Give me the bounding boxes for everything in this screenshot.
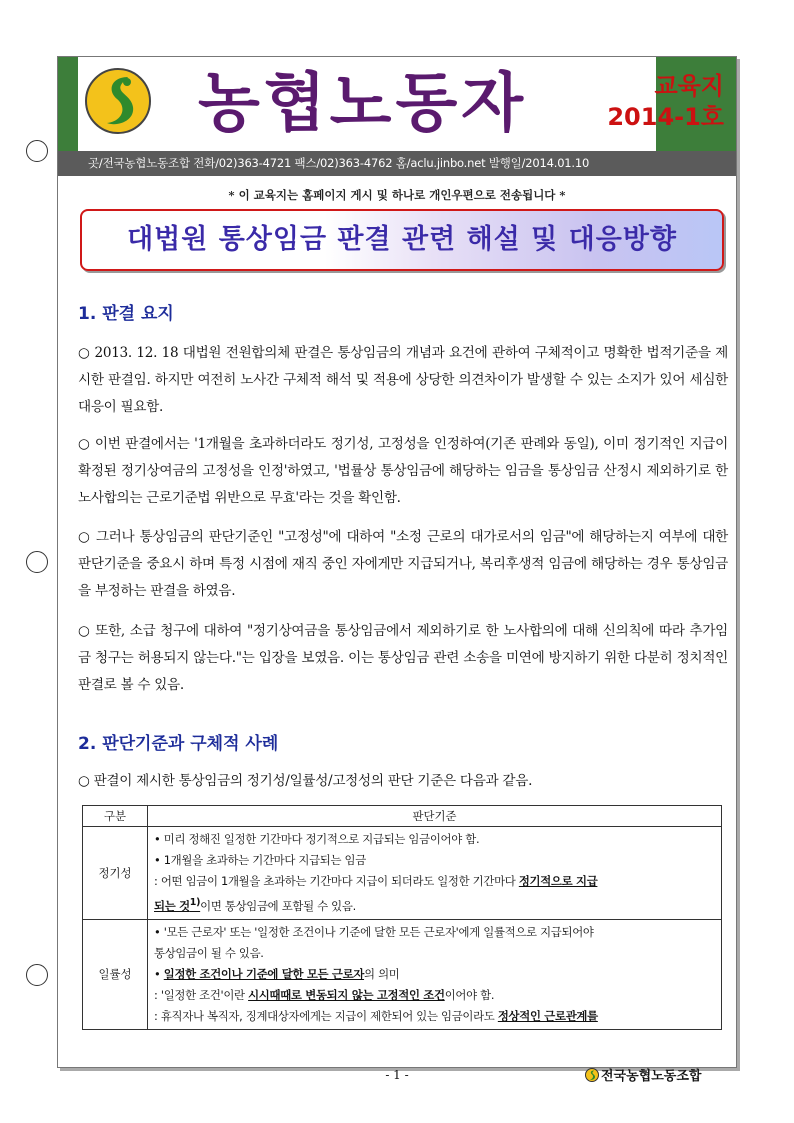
union-logo-icon bbox=[83, 65, 153, 137]
emphasis-text bbox=[154, 899, 200, 913]
criteria-line: • 1개월을 초과하는 기간마다 지급되는 임금 bbox=[154, 853, 366, 867]
row-criteria bbox=[148, 919, 722, 1029]
criteria-line: 통상임금이 될 수 있음. bbox=[154, 945, 264, 960]
header-criteria: 판단기준 bbox=[148, 806, 722, 827]
criteria-text: • bbox=[154, 966, 164, 981]
section-1-title: 1. 판결 요지 bbox=[78, 304, 174, 324]
table-row bbox=[83, 919, 722, 1029]
criteria-line bbox=[154, 871, 715, 892]
masthead-title: 농협노동자 bbox=[198, 67, 528, 141]
emphasis-text: 정상적인 근로관계를 bbox=[497, 1008, 598, 1023]
table-intro: ○ 판결이 제시한 통상임금의 정기성/일률성/고정성의 판단 기준은 다음과 같음. bbox=[78, 773, 533, 789]
contact-bar bbox=[58, 151, 736, 176]
section-2-title: 2. 판단기준과 구체적 사례 bbox=[78, 734, 279, 754]
paragraph-3: ○ 그러나 통상임금의 판단기준인 "고정성"에 대하여 "소정 근로의 대가로서의 임금"에 해당하는지 여부에 대한 판단기준을 중요시 하며 특정 시점에 재직 중인 자에게만 지급되거나, 복리후생적 임금에 해당하는 경우 통상임금을 부정하는 판결을 하였음. bbox=[78, 529, 728, 599]
newsletter-page bbox=[57, 56, 737, 1068]
table-row bbox=[83, 827, 722, 920]
criteria-line bbox=[154, 964, 715, 985]
punch-hole-bottom bbox=[26, 964, 48, 986]
punch-hole-top bbox=[26, 140, 48, 162]
criteria-line bbox=[154, 892, 715, 917]
criteria-text: : 휴직자나 복직자, 징계대상자에게는 지급이 제한되어 있는 임금이라도 bbox=[154, 1008, 498, 1023]
emphasis-text: 시시때때로 변동되지 않는 고정적인 조건 bbox=[248, 987, 445, 1002]
criteria-line: • '모든 근로자' 또는 '일정한 조건이나 기준에 달한 모든 근로자'에게 일률적으로 지급되어야 bbox=[154, 924, 594, 939]
emphasis-text: 일정한 조건이나 기준에 달한 모든 근로자 bbox=[163, 966, 365, 981]
header-category: 구분 bbox=[83, 806, 148, 827]
headline-box bbox=[80, 209, 724, 271]
row-criteria bbox=[148, 827, 722, 920]
criteria-line: • 미리 정해진 일정한 기간마다 정기적으로 지급되는 임금이어야 함. bbox=[154, 832, 480, 846]
criteria-text: 의 의미 bbox=[364, 966, 400, 981]
paragraph-1: ○ 2013. 12. 18 대법원 전원합의체 판결은 통상임금의 개념과 요건에 관하여 구체적이고 명확한 법적기준을 제시한 판결임. 하지만 여전히 노사간 구체적 해석 및 적용에 상당한 의견차이가 발생할 수 있는 소지가 있어 세심한 대응이 필요함. bbox=[78, 345, 728, 415]
paragraph-4: ○ 또한, 소급 청구에 대하여 "정기상여금을 통상임금에서 제외하기로 한 노사합의에 대해 신의칙에 따라 추가임금 청구는 허용되지 않는다."는 입장을 보였음. 이는 통상임금 관련 소송을 미연에 방지하기 위한 다분히 정치적인 판결로 볼 수 있음. bbox=[78, 623, 728, 693]
contact-info: 곳/전국농협노동조합 전화/02)363-4721 팩스/02)363-4762 홈/aclu.jinbo.net 발행일/2014.01.10 bbox=[88, 156, 590, 170]
table-header-row bbox=[83, 806, 722, 827]
row-category: 일률성 bbox=[83, 919, 148, 1029]
paragraph-2: ○ 이번 판결에서는 '1개월을 초과하더라도 정기성, 고정성을 인정하여(기존 판례와 동일), 이미 정기적인 지급이 확정된 정기상여금의 고정성을 인정'하였고, '법률상 통상임금에 해당하는 임금을 통상임금 산정시 제외하기로 한 노사합의는 근로기준법 위반으로 무효'라는 것을 확인함. bbox=[78, 436, 728, 506]
criteria-line bbox=[154, 985, 715, 1006]
edition-label: 교육지 bbox=[654, 72, 724, 100]
criteria-text: : 어떤 임금이 1개월을 초과하는 기간마다 지급이 되더라도 일정한 기간마다 bbox=[154, 874, 516, 888]
criteria-text: 이어야 함. bbox=[444, 987, 495, 1002]
masthead bbox=[58, 57, 736, 170]
footnote-marker: 1) bbox=[189, 897, 201, 908]
criteria-line bbox=[154, 1006, 715, 1027]
punch-hole-middle bbox=[26, 551, 48, 573]
emphasis-text: 정기적으로 지급 bbox=[518, 874, 598, 888]
footer-logo-icon bbox=[585, 1068, 599, 1082]
footer-organization bbox=[585, 1065, 701, 1084]
criteria-text: : '일정한 조건'이란 bbox=[154, 987, 249, 1002]
footer-org-name: 전국농협노동조합 bbox=[601, 1069, 702, 1084]
row-category: 정기성 bbox=[83, 827, 148, 920]
edition-info bbox=[574, 71, 724, 133]
page-number: - 1 - bbox=[385, 1068, 409, 1082]
criteria-text: 이면 통상임금에 포함될 수 있음. bbox=[200, 898, 356, 913]
headline: 대법원 통상임금 판결 관련 해설 및 대응방향 bbox=[127, 224, 677, 255]
distribution-notice: * 이 교육지는 홈페이지 게시 및 하나로 개인우편으로 전송됩니다 * bbox=[228, 188, 566, 202]
edition-number: 2014-1호 bbox=[607, 103, 724, 131]
criteria-table bbox=[82, 805, 722, 1030]
emphasis-part: 되는 것 bbox=[154, 898, 190, 913]
